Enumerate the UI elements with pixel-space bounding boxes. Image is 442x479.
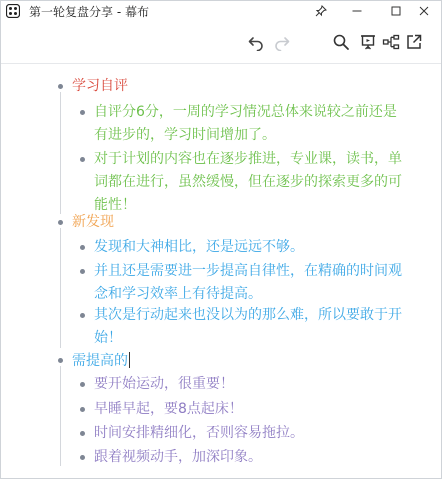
outline-node[interactable] (94, 398, 243, 421)
outline-node[interactable] (94, 260, 402, 306)
bullet-dot[interactable] (58, 358, 63, 363)
outline-node[interactable] (94, 446, 262, 469)
outline-node-line: 对于计划的内容也在逐步推进，专业课，读书，单 (94, 151, 402, 167)
toolbar-divider (1, 63, 441, 64)
outline-node-line: 有进步的，学习时间增加了。 (94, 127, 276, 143)
outline-node-heading[interactable]: 学习自评 (72, 78, 128, 94)
outline-node[interactable] (94, 148, 402, 217)
outline-node-line: 能性！ (94, 197, 136, 213)
outline-node-line: 跟着视频动手，加深印象。 (94, 449, 262, 465)
indent-guide-line (60, 366, 61, 466)
outline-node-line: 念和学习效率上有待提高。 (94, 286, 262, 302)
outline-node[interactable] (94, 422, 304, 445)
close-icon[interactable] (406, 1, 442, 21)
outline-node-line: 发现和大神相比，还是远远不够。 (94, 239, 304, 255)
bullet-dot[interactable] (80, 269, 85, 274)
indent-guide-line (60, 228, 61, 348)
outline-node-line: 早睡早起，要8点起床！ (94, 401, 243, 417)
bullet-dot[interactable] (80, 245, 85, 250)
window-title: 第一轮复盘分享 - 幕布 (29, 5, 149, 19)
search-icon[interactable] (330, 31, 352, 53)
title-bar (1, 1, 441, 21)
outline-node[interactable] (94, 304, 402, 350)
editor-toolbar (1, 25, 441, 61)
pin-icon[interactable] (303, 1, 339, 21)
outline-node-line: 词都在进行，虽然缓慢，但在逐步的探索更多的可 (94, 174, 402, 190)
presentation-icon[interactable] (357, 31, 379, 53)
bullet-dot[interactable] (80, 455, 85, 460)
bullet-dot[interactable] (80, 382, 85, 387)
bullet-dot[interactable] (80, 313, 85, 318)
minimize-icon[interactable] (339, 1, 375, 21)
outline-document (1, 73, 441, 473)
outline-node-line: 始！ (94, 330, 122, 346)
outline-node[interactable] (94, 373, 234, 396)
mindmap-icon[interactable] (380, 31, 402, 53)
outline-node[interactable] (94, 236, 304, 259)
outline-node[interactable] (94, 101, 397, 147)
bullet-dot[interactable] (80, 431, 85, 436)
undo-icon[interactable] (245, 31, 267, 53)
bullet-dot[interactable] (80, 157, 85, 162)
mubu-logo-icon (6, 3, 20, 17)
bullet-dot[interactable] (58, 220, 63, 225)
outline-node-line: 其次是行动起来也没以为的那么难，所以要敢于开 (94, 307, 402, 323)
outline-node-line: 时间安排精细化，否则容易拖拉。 (94, 425, 304, 441)
outline-node-heading[interactable] (72, 349, 130, 373)
outline-node-heading-text: 需提高的 (72, 353, 128, 369)
outline-node-line: 自评分6分，一周的学习情况总体来说较之前还是 (94, 104, 397, 120)
outline-node-heading[interactable]: 新发现 (72, 214, 114, 230)
outline-node-line: 要开始运动，很重要！ (94, 376, 234, 392)
bullet-dot[interactable] (80, 407, 85, 412)
redo-icon[interactable] (271, 31, 293, 53)
bullet-dot[interactable] (80, 110, 85, 115)
indent-guide-line (60, 92, 61, 214)
share-icon[interactable] (403, 31, 425, 53)
text-cursor (129, 352, 130, 368)
outline-node-line: 并且还是需要进一步提高自律性，在精确的时间观 (94, 263, 402, 279)
bullet-dot[interactable] (58, 84, 63, 89)
